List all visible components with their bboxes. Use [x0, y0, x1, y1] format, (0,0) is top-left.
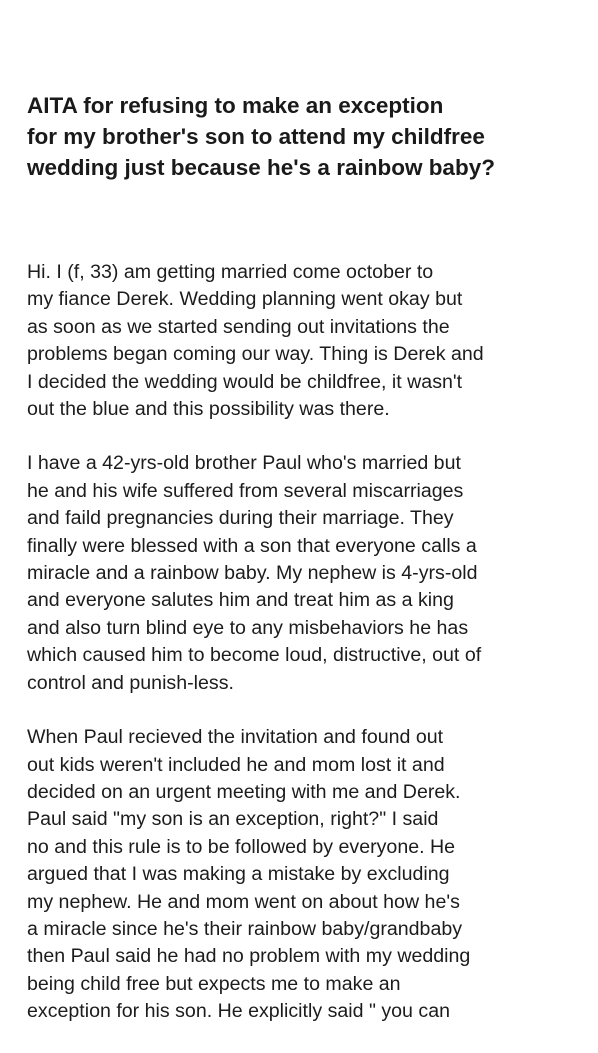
paragraph-line: a miracle since he's their rainbow baby/grandbaby	[27, 917, 463, 940]
paragraph-line: then Paul said he had no problem with my wedding	[27, 945, 471, 968]
paragraph-line: and everyone salutes him and treat him as a king	[27, 589, 454, 612]
paragraph-line: out the blue and this possibility was there.	[27, 398, 390, 421]
paragraph-line: which caused him to become loud, distructive, out of	[27, 644, 482, 667]
paragraph-line: exception for his son. He explicitly said " you can	[27, 1000, 450, 1023]
paragraph-line: decided on an urgent meeting with me and Derek.	[27, 780, 461, 803]
paragraph-line: Paul said "my son is an exception, right?" I said	[27, 808, 439, 831]
post-body	[27, 259, 587, 1053]
paragraph-line: I decided the wedding would be childfree, it wasn't	[27, 370, 463, 393]
post-paragraph	[27, 724, 587, 1025]
paragraph-line: my fiance Derek. Wedding planning went okay but	[27, 288, 463, 311]
paragraph-line: out kids weren't included he and mom lost it and	[27, 753, 445, 776]
post-title-line: for my brother's son to attend my childfree	[27, 124, 485, 149]
post-paragraph	[27, 259, 587, 423]
paragraph-line: argued that I was making a mistake by excluding	[27, 863, 450, 886]
paragraph-line: no and this rule is to be followed by everyone. He	[27, 835, 456, 858]
paragraph-line: finally were blessed with a son that everyone calls a	[27, 534, 477, 557]
post-title	[27, 90, 587, 183]
paragraph-line: as soon as we started sending out invitations the	[27, 315, 450, 338]
paragraph-line: When Paul recieved the invitation and found out	[27, 726, 444, 749]
post-paragraph	[27, 450, 587, 697]
paragraph-line: I have a 42-yrs-old brother Paul who's married but	[27, 452, 461, 475]
post-title-line: AITA for refusing to make an exception	[27, 93, 444, 118]
paragraph-line: my nephew. He and mom went on about how he's	[27, 890, 460, 913]
post-title-line: wedding just because he's a rainbow baby?	[27, 155, 495, 180]
paragraph-line: and faild pregnancies during their marriage. They	[27, 507, 454, 530]
paragraph-line: and also turn blind eye to any misbehaviors he has	[27, 616, 469, 639]
paragraph-line: Hi. I (f, 33) am getting married come october to	[27, 261, 434, 283]
paragraph-line: he and his wife suffered from several miscarriages	[27, 479, 464, 502]
paragraph-line: control and punish-less.	[27, 671, 234, 694]
paragraph-line: miracle and a rainbow baby. My nephew is 4-yrs-old	[27, 562, 478, 585]
paragraph-line: problems began coming our way. Thing is Derek and	[27, 343, 484, 366]
paragraph-line: being child free but expects me to make an	[27, 972, 401, 995]
